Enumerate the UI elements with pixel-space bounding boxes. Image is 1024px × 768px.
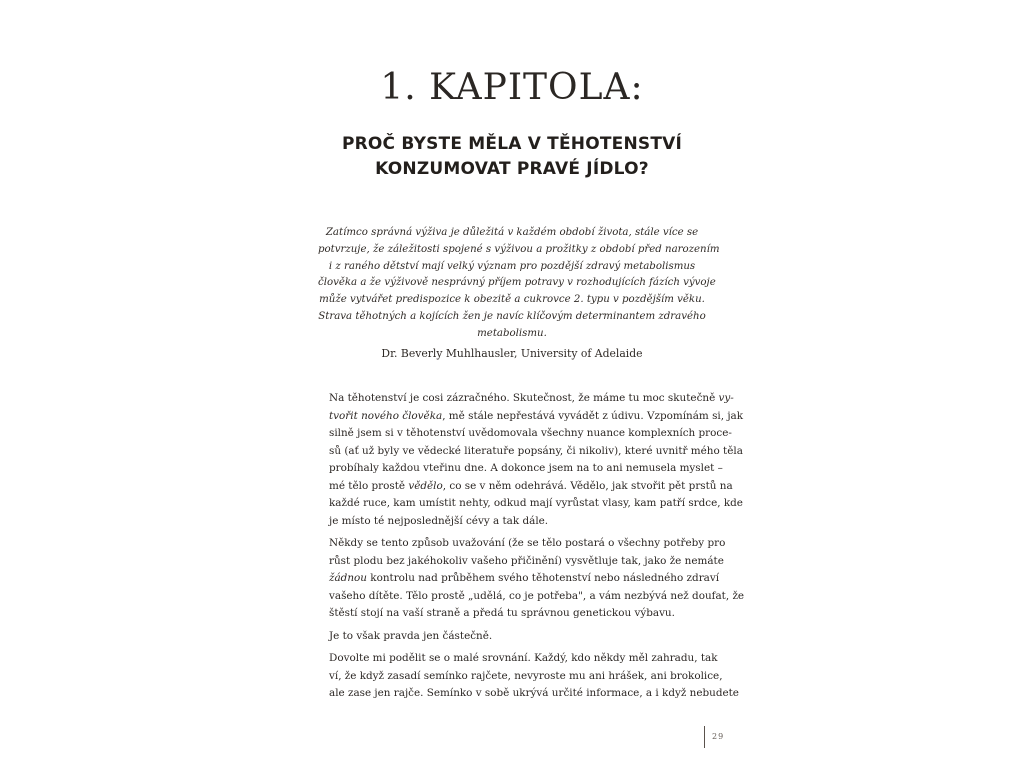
epigraph-line: může vytvářet predispozice k obezitě a cukrovce 2. typu v pozdějším věku.	[319, 294, 705, 306]
epigraph-line: metabolismu.	[477, 327, 547, 339]
text-line: ví, že když zasadí semínko rajčete, nevyroste mu ani hrášek, ani brokolice,	[329, 669, 723, 682]
chapter-title: 1. KAPITOLA:	[380, 67, 644, 108]
epigraph-line: člověka a že výživově nesprávný příjem potravy v rozhodujících fázích vývoje	[318, 277, 716, 289]
text-run: mé tělo prostě	[329, 479, 409, 492]
text-run: Na těhotenství je cosi zázračného. Skutečnost, že máme tu moc skutečně	[329, 392, 719, 404]
subtitle-line: KONZUMOVAT PRAVÉ JÍDLO?	[375, 159, 649, 179]
epigraph-line: potvrzuje, že záležitosti spojené s výživou a prožitky z období před narozením	[318, 243, 720, 255]
emphasis-text: tvořit nového člověka	[329, 409, 443, 422]
text-line: Někdy se tento způsob uvažování (že se tělo postará o všechny potřeby pro	[329, 537, 726, 549]
paragraph-2	[329, 535, 745, 623]
text-line: Je to však pravda jen částečně.	[329, 629, 493, 642]
page-number: 29	[712, 732, 725, 741]
subtitle-line: PROČ BYSTE MĚLA V TĚHOTENSTVÍ	[341, 134, 683, 154]
text-line: každé ruce, kam umístit nehty, odkud mají vyrůstat vlasy, kam patří srdce, kde	[329, 497, 743, 509]
footer-divider	[704, 726, 705, 748]
chapter-subtitle	[0, 132, 1024, 182]
text-run: kontrolu nad průběhem svého těhotenství nebo následného zdraví	[366, 572, 720, 584]
epigraph-line: Strava těhotných a kojících žen je navíc klíčovým determinantem zdravého	[318, 310, 706, 322]
text-line: štěstí stojí na vaší straně a předá tu správnou genetickou výbavu.	[329, 607, 675, 619]
emphasis-text: žádnou	[329, 572, 367, 584]
text-line: Dovolte mi podělit se o malé srovnání. Každý, kdo někdy měl zahradu, tak	[329, 652, 718, 664]
paragraph-4	[329, 650, 739, 703]
text-line	[329, 570, 720, 588]
text-line: sů (ať už byly ve vědecké literatuře popsány, či nikoliv), které uvnitř mého těla	[329, 444, 743, 457]
epigraph-author: Dr. Beverly Muhlhausler, University of Adelaide	[381, 347, 643, 360]
text-line: probíhaly každou vteřinu dne. A dokonce jsem na to ani nemusela myslet –	[329, 462, 723, 474]
epigraph-line: i z raného dětství mají velký význam pro pozdější zdravý metabolismus	[328, 260, 696, 272]
paragraph-3	[329, 628, 707, 646]
text-line: ale zase jen rajče. Semínko v sobě ukrývá určité informace, a i když nebudete	[329, 687, 739, 699]
text-line	[329, 408, 744, 426]
epigraph-line: Zatímco správná výživa je důležitá v každém období života, stále více se	[325, 227, 699, 238]
emphasis-text: vy-	[718, 392, 734, 404]
emphasis-text: vědělo	[408, 479, 443, 492]
text-run: , mě stále nepřestává vyvádět z údivu. Vzpomínám si, jak	[442, 409, 744, 422]
body-text	[329, 390, 745, 708]
text-line: je místo té nejposlednější cévy a tak dále.	[329, 514, 549, 527]
text-run: , co se v něm odehrává. Vědělo, jak stvořit pět prstů na	[442, 479, 733, 492]
paragraph-1	[329, 390, 744, 530]
text-line: silně jsem si v těhotenství uvědomovala všechny nuance komplexních proce-	[329, 427, 732, 439]
text-line	[329, 478, 733, 496]
epigraph-quote	[318, 225, 720, 343]
text-line: růst plodu bez jakéhokoliv vašeho přičinění) vysvětluje tak, jako že nemáte	[329, 554, 724, 567]
text-line: vašeho dítěte. Tělo prostě „udělá, co je potřeba", a vám nezbývá než doufat, že	[329, 589, 745, 602]
text-line	[329, 390, 734, 408]
